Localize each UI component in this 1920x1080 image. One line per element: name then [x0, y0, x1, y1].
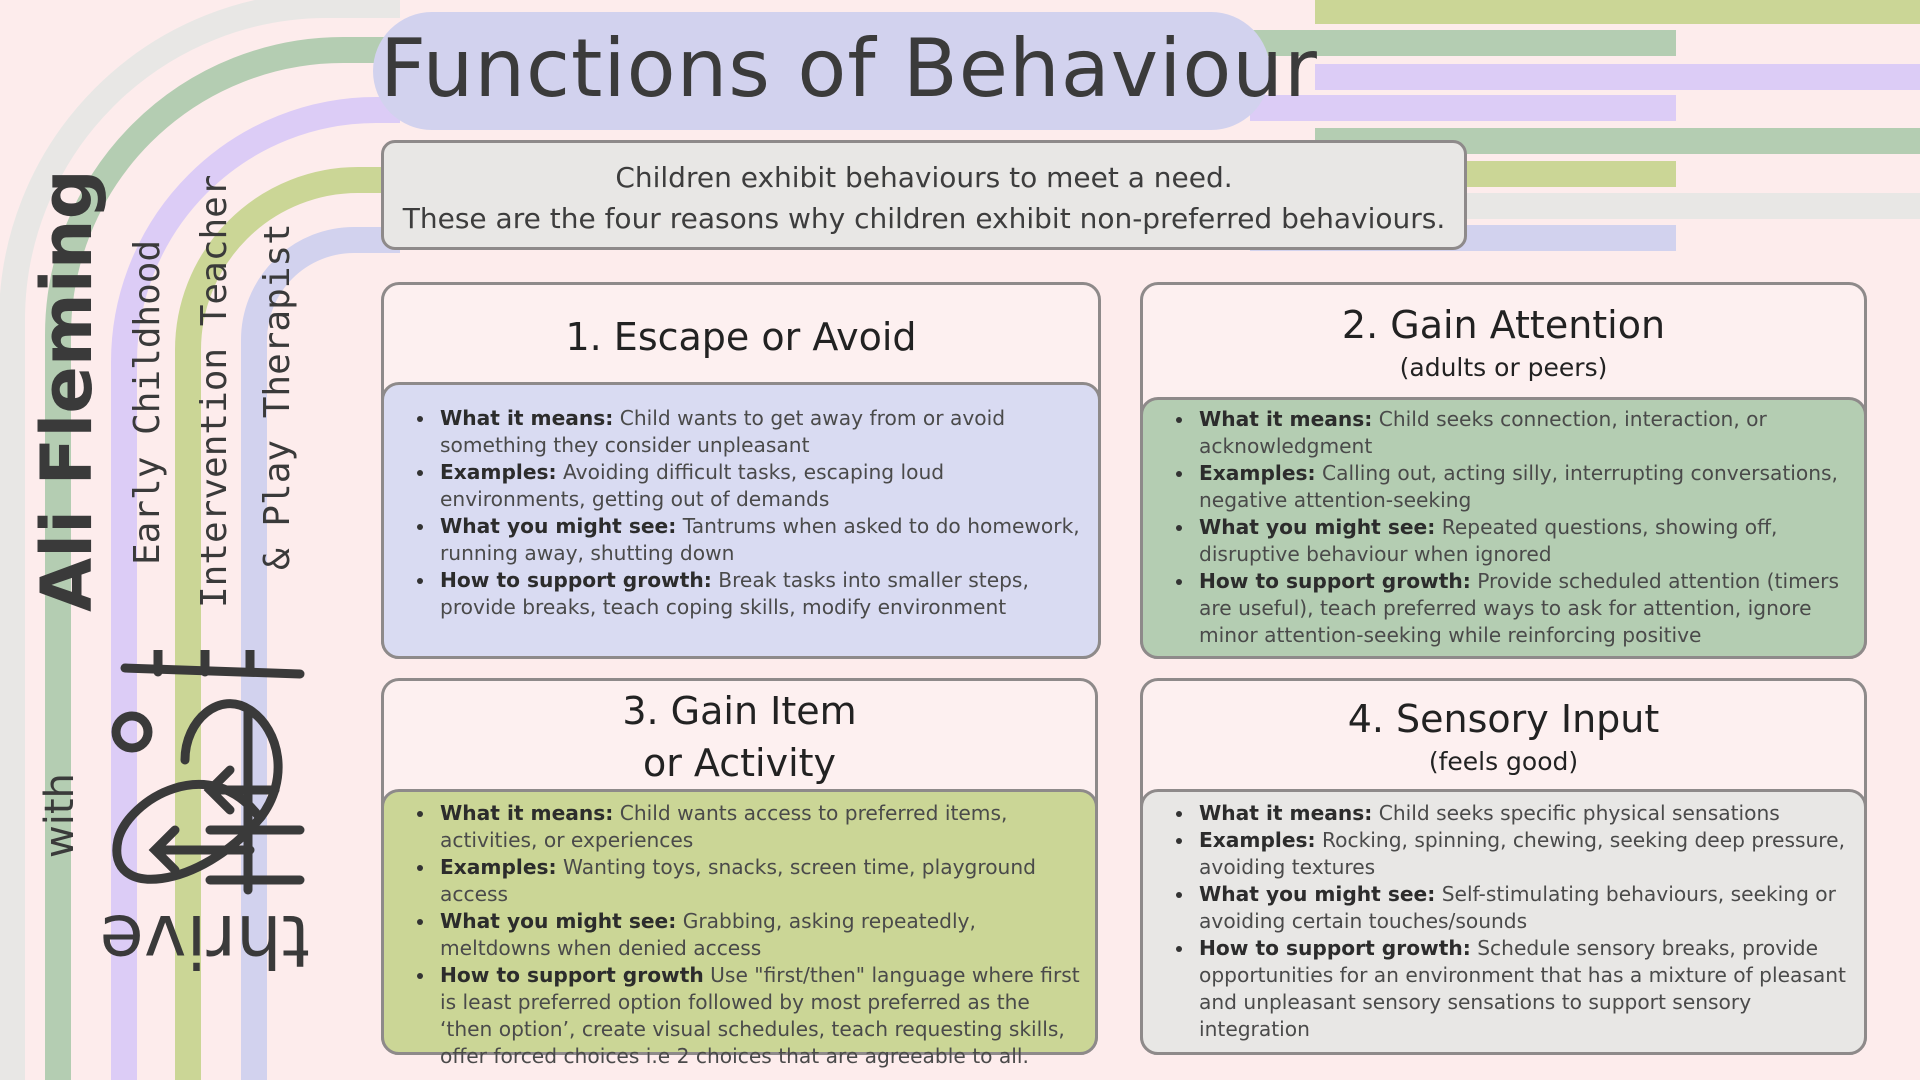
list-item: What it means: Child seeks specific physical sensations: [1175, 800, 1856, 827]
card-title: 2. Gain Attention: [1341, 303, 1666, 347]
list-item: What it means: Child wants to get away from or avoid something they consider unpleasant: [416, 405, 1090, 459]
brand-name: Ali Fleming: [26, 169, 108, 612]
card-gain-attention: [1140, 282, 1867, 659]
card-body: [381, 789, 1098, 1068]
card-body: [1140, 789, 1867, 1055]
list-item: Examples: Avoiding difficult tasks, escaping loud environments, getting out of demands: [416, 459, 1090, 513]
list-item: How to support growth Use "first/then" language where first is least preferred option followed by most preferred as the ‘then option’, create visual schedules, teach requesting skills, offer forced choices i.e 2 choices that are agreeable to all.: [416, 962, 1087, 1070]
tree-logo-icon: [100, 650, 310, 980]
card-title: 4. Sensory Input: [1347, 697, 1660, 741]
list-item: What you might see: Grabbing, asking repeatedly, meltdowns when denied access: [416, 908, 1087, 962]
list-item: What you might see: Repeated questions, showing off, disruptive behaviour when ignored: [1175, 514, 1856, 568]
list-item: What it means: Child wants access to preferred items, activities, or experiences: [416, 800, 1087, 854]
list-item: Examples: Rocking, spinning, chewing, seeking deep pressure, avoiding textures: [1175, 827, 1856, 881]
card-title: 1. Escape or Avoid: [565, 315, 917, 359]
card-body: [381, 382, 1101, 659]
brand-role-line-1: Early Childhood: [127, 239, 168, 565]
card-gain-item: [381, 678, 1098, 1068]
brand-thrive: thrive: [99, 899, 310, 983]
card-escape-avoid: [381, 282, 1101, 659]
intro-line-2: These are the four reasons why children exhibit non-preferred behaviours.: [402, 202, 1446, 235]
brand-with: with: [37, 773, 83, 858]
card-title: 3. Gain Item: [622, 689, 857, 733]
card-subtitle: (adults or peers): [1399, 353, 1608, 382]
card-sensory-input: [1140, 678, 1867, 1055]
brand-role-line-2: Intervention Teacher: [194, 174, 235, 608]
brand-role-line-3: & Play Therapist: [257, 223, 298, 570]
card-list: [414, 405, 1090, 621]
card-title-line-2: or Activity: [642, 741, 837, 785]
list-item: How to support growth: Provide scheduled attention (timers are useful), teach preferred ways to ask for attention, ignore minor attention-seeking while reinforcing positive: [1175, 568, 1856, 649]
card-list: [414, 800, 1087, 1070]
card-body: [1140, 397, 1867, 659]
list-item: What you might see: Tantrums when asked to do homework, running away, shutting down: [416, 513, 1090, 567]
intro-box: [381, 140, 1467, 250]
intro-line-1: Children exhibit behaviours to meet a need.: [615, 161, 1233, 194]
card-list: [1173, 406, 1856, 649]
list-item: Examples: Calling out, acting silly, interrupting conversations, negative attention-seeking: [1175, 460, 1856, 514]
list-item: What you might see: Self-stimulating behaviours, seeking or avoiding certain touches/sounds: [1175, 881, 1856, 935]
list-item: How to support growth: Break tasks into smaller steps, provide breaks, teach coping skills, modify environment: [416, 567, 1090, 621]
card-list: [1173, 800, 1856, 1043]
list-item: How to support growth: Schedule sensory breaks, provide opportunities for an environment that has a mixture of pleasant and unpleasant sensory sensations to support sensory integration: [1175, 935, 1856, 1043]
list-item: What it means: Child seeks connection, interaction, or acknowledgment: [1175, 406, 1856, 460]
page-title: Functions of Behaviour: [380, 22, 1318, 115]
list-item: Examples: Wanting toys, snacks, screen time, playground access: [416, 854, 1087, 908]
card-subtitle: (feels good): [1428, 747, 1579, 776]
